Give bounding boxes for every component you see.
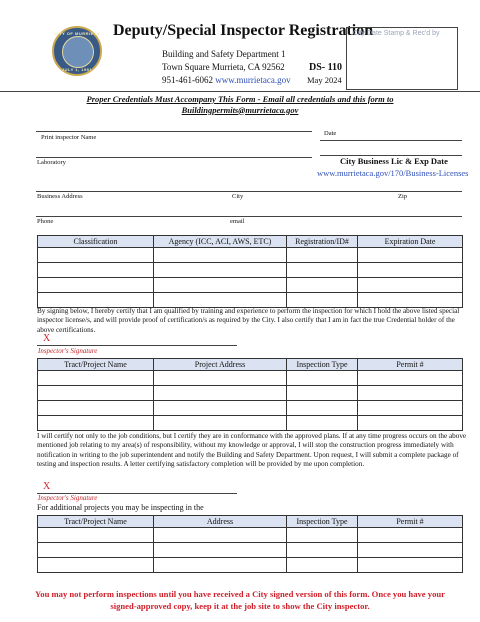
table-cell[interactable]: [287, 278, 358, 293]
email-label: email: [230, 218, 245, 225]
table-cell[interactable]: [38, 528, 154, 543]
phone-label: Phone: [37, 218, 54, 225]
table-cell[interactable]: [287, 401, 358, 416]
table-cell[interactable]: [358, 293, 463, 308]
inspector-signature-label: Inspector's Signature: [38, 347, 98, 355]
header-permit: Permit #: [358, 359, 463, 371]
table-cell[interactable]: [287, 543, 358, 558]
project-table: [37, 358, 463, 431]
table-row: [38, 528, 463, 543]
classification-table: [37, 235, 463, 308]
table-cell[interactable]: [38, 263, 154, 278]
header-agency: Agency (ICC, ACI, AWS, ETC): [154, 236, 287, 248]
seal-top-text: CITY OF MURRIETA: [54, 31, 100, 36]
table-row: [38, 248, 463, 263]
table-row: [38, 401, 463, 416]
credentials-note: [40, 94, 440, 115]
table-cell[interactable]: [154, 416, 287, 431]
footer-line1: You may not perform inspections until you have received a City signed version of this form. Once you have your: [35, 589, 445, 599]
table-cell[interactable]: [38, 416, 154, 431]
dept-phone: 951-461-6062: [162, 75, 213, 85]
additional-header-row: [38, 516, 463, 528]
business-license-link[interactable]: www.murrietaca.gov/170/Business-Licenses: [317, 168, 469, 178]
table-cell[interactable]: [358, 558, 463, 573]
table-cell[interactable]: [154, 371, 287, 386]
signature-x-mark: X: [43, 333, 51, 344]
table-cell[interactable]: [154, 528, 287, 543]
table-cell[interactable]: [358, 543, 463, 558]
table-cell[interactable]: [287, 371, 358, 386]
table-row: [38, 278, 463, 293]
zip-label: Zip: [398, 193, 408, 200]
table-cell[interactable]: [38, 371, 154, 386]
table-cell[interactable]: [154, 248, 287, 263]
seal-center-emblem: [62, 36, 94, 68]
header-inspection-type: Inspection Type: [287, 516, 358, 528]
dept-line1: Building and Safety Department 1: [162, 49, 286, 59]
signature-x-mark-2: X: [43, 481, 51, 492]
table-row: [38, 386, 463, 401]
footer-notice: [20, 588, 460, 612]
inspector-signature-label-2: Inspector's Signature: [38, 494, 98, 502]
conformance-statement: I will certify not only to the job conditions, but I certify they are in conformance with the approved plans. If at any time progress occurs on the above mentioned job relating to my area(s) of responsibility, without my knowledge or approval, I will stop the construction progress immediately with notification in writing to the job superintendent and notify the Building and Safety Department. Upon request, I will submit a complete package of testing and inspection results. A letter certifying satisfactory completion will be provided by me upon completion.: [37, 432, 467, 469]
table-cell[interactable]: [287, 386, 358, 401]
credentials-email[interactable]: Buildingpermits@murrietaca.gov: [181, 104, 299, 115]
header-tract-project-name: Tract/Project Name: [38, 359, 154, 371]
footer-line2: signed-approved copy, keep it at the job site to show the City inspector.: [110, 601, 370, 611]
project-header-row: [38, 359, 463, 371]
print-name-label: Print inspector Name: [41, 134, 97, 141]
city-label: City: [232, 193, 244, 200]
form-id: DS- 110: [309, 62, 343, 73]
header-registration: Registration/ID#: [287, 236, 358, 248]
signature-line[interactable]: [37, 345, 237, 346]
laboratory-label: Laboratory: [37, 159, 66, 166]
header-permit: Permit #: [358, 516, 463, 528]
business-lic-label: City Business Lic & Exp Date: [340, 156, 448, 166]
header-inspection-type: Inspection Type: [287, 359, 358, 371]
table-cell[interactable]: [38, 558, 154, 573]
certification-statement: By signing below, I hereby certify that I am qualified by training and experience to perform the inspection for which I hold the above listed special inspector license/s, and will provide proof of certification/s as required by the City. I also certify that I am in fact the true Credential holder of the above certifications.: [37, 307, 460, 334]
table-cell[interactable]: [358, 248, 463, 263]
table-cell[interactable]: [154, 543, 287, 558]
header-tract-project-name: Tract/Project Name: [38, 516, 154, 528]
table-cell[interactable]: [358, 278, 463, 293]
phone-email-line[interactable]: [36, 216, 462, 217]
date-line[interactable]: [320, 140, 462, 141]
table-row: [38, 558, 463, 573]
table-cell[interactable]: [154, 263, 287, 278]
table-cell[interactable]: [38, 293, 154, 308]
table-cell[interactable]: [38, 278, 154, 293]
classification-header-row: [38, 236, 463, 248]
header-project-address: Project Address: [154, 359, 287, 371]
table-cell[interactable]: [154, 386, 287, 401]
table-cell[interactable]: [358, 416, 463, 431]
header-address: Address: [154, 516, 287, 528]
date-label: Date: [324, 130, 337, 137]
table-cell[interactable]: [358, 528, 463, 543]
table-row: [38, 293, 463, 308]
table-cell[interactable]: [358, 386, 463, 401]
table-cell[interactable]: [154, 401, 287, 416]
table-cell[interactable]: [358, 263, 463, 278]
header-divider: [0, 91, 480, 92]
laboratory-line[interactable]: [36, 157, 312, 158]
department-address: [162, 48, 291, 87]
seal-bottom-text: JULY 1, 1991: [61, 67, 93, 72]
table-cell[interactable]: [287, 263, 358, 278]
table-cell[interactable]: [38, 401, 154, 416]
table-cell[interactable]: [154, 278, 287, 293]
table-row: [38, 371, 463, 386]
header-classification: Classification: [38, 236, 154, 248]
credentials-line1: Proper Credentials Must Accompany This Form - Email all credentials and this form to: [86, 94, 394, 104]
table-row: [38, 416, 463, 431]
table-cell[interactable]: [38, 248, 154, 263]
table-cell[interactable]: [287, 558, 358, 573]
table-row: [38, 263, 463, 278]
table-cell[interactable]: [38, 543, 154, 558]
table-cell[interactable]: [287, 248, 358, 263]
additional-projects-table: [37, 515, 463, 573]
print-name-line[interactable]: [36, 131, 312, 132]
table-row: [38, 543, 463, 558]
header-expiration: Expiration Date: [358, 236, 463, 248]
table-cell[interactable]: [287, 528, 358, 543]
dept-contact: [162, 74, 291, 87]
table-cell[interactable]: [287, 293, 358, 308]
stamp-label: City Date Stamp & Rec'd by: [353, 30, 440, 37]
website-link[interactable]: www.murrietaca.gov: [215, 75, 291, 85]
table-cell[interactable]: [154, 558, 287, 573]
city-seal-logo: [52, 26, 102, 76]
table-cell[interactable]: [287, 416, 358, 431]
address-line[interactable]: [36, 191, 462, 192]
additional-projects-text: For additional projects you may be inspecting in the: [37, 503, 204, 512]
dept-line2: Town Square Murrieta, CA 92562: [162, 62, 285, 72]
business-address-label: Business Address: [37, 193, 83, 200]
table-cell[interactable]: [154, 293, 287, 308]
date-stamp-box: [346, 27, 458, 90]
table-cell[interactable]: [358, 371, 463, 386]
form-title: Deputy/Special Inspector Registration: [113, 22, 374, 39]
form-date: May 2024: [307, 75, 342, 85]
table-cell[interactable]: [38, 386, 154, 401]
table-cell[interactable]: [358, 401, 463, 416]
